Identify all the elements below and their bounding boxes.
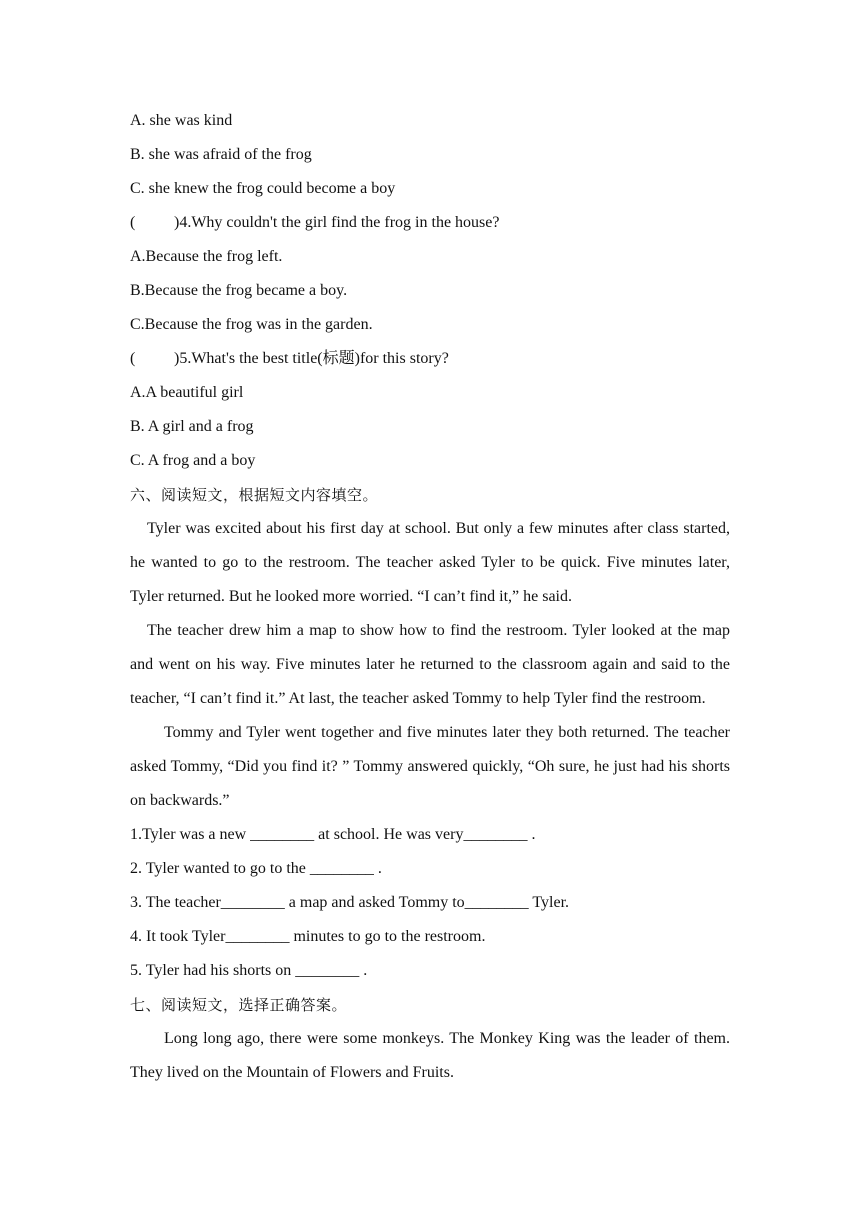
- q4-option-c: C.Because the frog was in the garden.: [130, 316, 373, 333]
- q5-stem: [130, 342, 730, 376]
- fill-question-5: 5. Tyler had his shorts on ________ .: [130, 962, 368, 979]
- q4-answer-paren: (: [130, 214, 136, 231]
- fill-question-3: 3. The teacher________ a map and asked Tommy to________ Tyler.: [130, 894, 570, 911]
- section-6-heading: 六、阅读短文，根据短文内容填空。: [130, 486, 379, 504]
- q5-option-c: C. A frog and a boy: [130, 452, 256, 469]
- fill-question-4: 4. It took Tyler________ minutes to go to the restroom.: [130, 928, 486, 945]
- q4-stem: [130, 206, 730, 240]
- document-page: [130, 104, 730, 1090]
- q3-option-c: C. she knew the frog could become a boy: [130, 180, 396, 197]
- fill-question-1: 1.Tyler was a new ________ at school. He was very________ .: [130, 826, 536, 843]
- q5-option-a: A.A beautiful girl: [130, 384, 244, 401]
- q4-option-b: B.Because the frog became a boy.: [130, 282, 348, 299]
- q5-answer-paren: (: [130, 350, 136, 367]
- section-7-paragraph: Long long ago, there were some monkeys. The Monkey King was the leader of them. They lived on the Mountain of Flowers and Fruits.: [130, 1030, 730, 1081]
- section-6-paragraph-1: Tyler was excited about his first day at school. But only a few minutes after class started, he wanted to go to the restroom. The teacher asked Tyler to be quick. Five minutes later, Tyler returned. But he looked more worried. “I can’t find it,” he said.: [130, 520, 730, 605]
- q5-option-b: B. A girl and a frog: [130, 418, 254, 435]
- q3-option-b: B. she was afraid of the frog: [130, 146, 312, 163]
- section-6-paragraph-3: Tommy and Tyler went together and five minutes later they both returned. The teacher asked Tommy, “Did you find it? ” Tommy answered quickly, “Oh sure, he just had his shorts on backwards.”: [130, 724, 730, 809]
- q4-question-text: )4.Why couldn't the girl find the frog in the house?: [174, 214, 500, 231]
- fill-question-2: 2. Tyler wanted to go to the ________ .: [130, 860, 382, 877]
- q4-option-a: A.Because the frog left.: [130, 248, 283, 265]
- section-6-paragraph-2: The teacher drew him a map to show how to find the restroom. Tyler looked at the map and went on his way. Five minutes later he returned to the classroom again and said to the teacher, “I can’t find it.” At last, the teacher asked Tommy to help Tyler find the restroom.: [130, 622, 730, 707]
- q3-option-a: A. she was kind: [130, 112, 233, 129]
- section-7-heading: 七、阅读短文，选择正确答案。: [130, 996, 348, 1014]
- q5-question-text: )5.What's the best title(标题)for this story?: [174, 350, 449, 367]
